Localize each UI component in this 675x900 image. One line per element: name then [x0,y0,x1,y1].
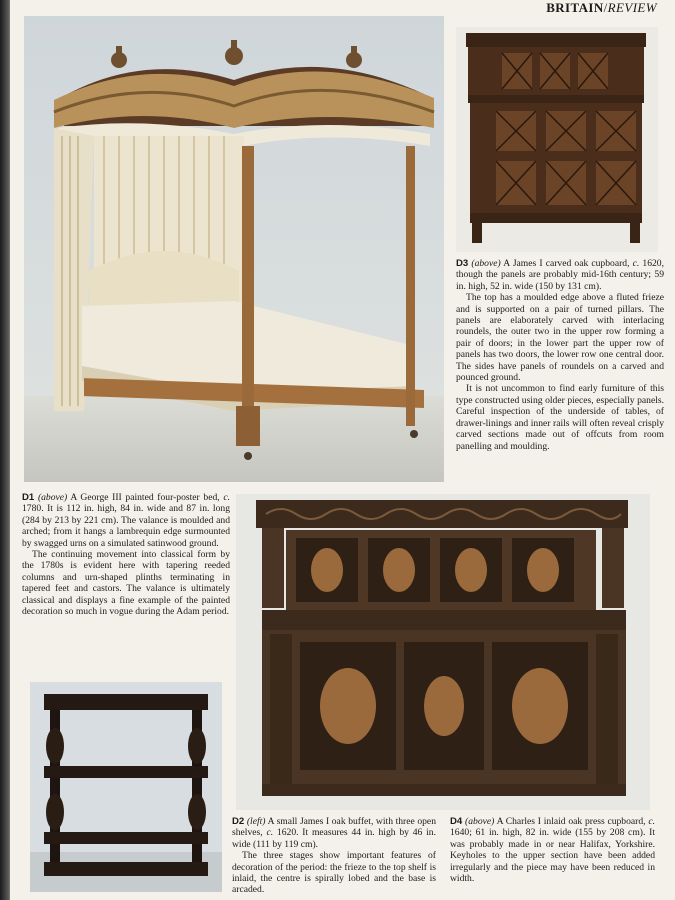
oak-buffet-illustration [30,682,222,892]
four-poster-bed-illustration [24,16,444,482]
caption-d2-lead: D2 (left) A small James I oak buffet, with three open shelves, c. 1620. It measures 44 in. high by 46 in. wide (111 by 119 cm). [232,816,436,850]
inlaid-press-cupboard-illustration [236,494,650,810]
header-section: BRITAIN [546,0,604,15]
header-subsection: REVIEW [607,0,657,15]
caption-d2 [232,816,436,896]
caption-d3 [456,258,664,452]
figure-label-d3: D3 [456,258,469,269]
caption-d3-paragraph-3: It is not uncommon to find early furniture of this type constructed using older pieces, especially panels. Careful inspection of the underside of tables, of drawer-linings and inner rails will often reveal crisply carved sections made out of offcuts from room panelling and moulding. [456,383,664,452]
oak-buffet-photo [30,682,222,892]
caption-d4-lead: D4 (above) A Charles I inlaid oak press cupboard, c. 1640; 61 in. high, 82 in. wide (155 by 208 cm). It was probably made in or near Halifax, Yorkshire. Keyholes to the upper section have been added irregularly and the piece may have been reduced in width. [450,816,655,885]
figure-label-d1: D1 [22,492,35,503]
magazine-page [10,0,675,900]
caption-d4 [450,816,655,884]
caption-d1 [22,492,230,617]
caption-d3-lead: D3 (above) A James I carved oak cupboard, c. 1620, though the panels are probably mid-16th century; 59 in. high, 52 in. wide (150 by 131 cm). [456,258,664,292]
figure-label-d2: D2 [232,816,245,827]
caption-d1-paragraph-2: The continuing movement into classical form by the 1780s is evident here with tapering reeded columns and urn-shaped plinths terminating in tapered feet and castors. The valance is ultimately classical and displays a fine example of the painted decoration so much in vogue during the Adam period. [22,549,230,618]
inlaid-press-cupboard-photo [236,494,650,810]
carved-oak-cupboard-photo [456,27,658,252]
running-header [546,0,657,16]
figure-label-d4: D4 [450,816,463,827]
caption-d3-paragraph-2: The top has a moulded edge above a fluted frieze and is supported on a pair of turned pillars. The panels are elaborately carved with interlacing roundels, the outer two in the upper row forming a pair of doors; in the lower part the upper row of panels has two doors, the lower row one central door. The sides have panels of roundels on a carved and pounced ground. [456,292,664,384]
caption-d2-paragraph-2: The three stages show important features of decoration of the period: the frieze to the top shelf is inlaid, the centre is spirally lobed and the base is arcaded. [232,850,436,896]
carved-oak-cupboard-illustration [456,27,658,252]
four-poster-bed-photo [24,16,444,482]
caption-d1-lead: D1 (above) A George III painted four-poster bed, c. 1780. It is 112 in. high, 84 in. wide and 87 in. long (284 by 213 by 221 cm). The valance is moulded and arched; from it hangs a lambrequin edge surmounted by swagged urns on a simulated satinwood ground. [22,492,230,549]
header-divider: / [603,0,608,15]
